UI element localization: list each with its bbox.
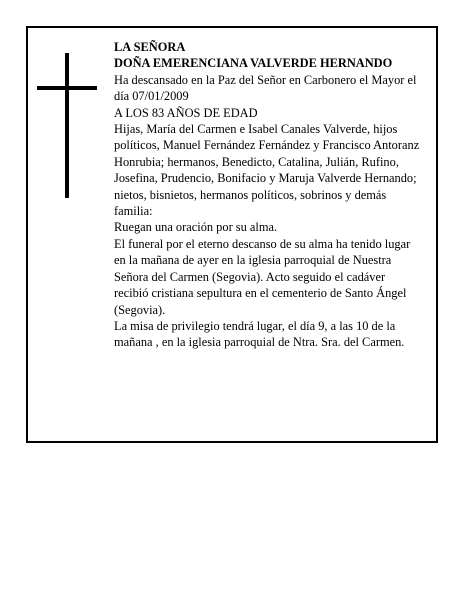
- obituary-heading-title: LA SEÑORA: [114, 40, 186, 54]
- obituary-family-list: Hijas, María del Carmen e Isabel Canales Valverde, hijos políticos, Manuel Fernández Fernández y Francisco Antoranz Honrubia; hermanos, Benedicto, Catalina, Julián, Rufino, Josefina, Prudencio, Bonifacio y Maruja Valverde Hernando; nietos, bisnietos, hermanos políticos, sobrinos y demás familia:: [114, 122, 420, 219]
- obituary-rest-statement: Ha descansado en la Paz del Señor en Carbonero el Mayor el día 07/01/2009: [114, 72, 417, 104]
- cross-vertical-bar: [65, 53, 69, 198]
- obituary-mass-info: La misa de privilegio tendrá lugar, el día 9, a las 10 de la mañana , en la iglesia parroquial de Ntra. Sra. del Carmen.: [114, 318, 405, 350]
- obituary-funeral-info: El funeral por el eterno descanso de su alma ha tenido lugar en la mañana de ayer en la iglesia parroquial de Nuestra Señora del Carmen (Segovia). Acto seguido el cadáver recibió cristiana sepultura en el cementerio de Santo Ángel (Segovia).: [114, 236, 411, 317]
- obituary-prayer-request: Ruegan una oración por su alma.: [114, 220, 278, 235]
- obituary-deceased-name: DOÑA EMERENCIANA VALVERDE HERNANDO: [114, 56, 393, 71]
- cross-icon: [37, 53, 97, 198]
- cross-horizontal-bar: [37, 86, 97, 90]
- obituary-text: [114, 39, 420, 351]
- obituary-age: A LOS 83 AÑOS DE EDAD: [114, 105, 258, 120]
